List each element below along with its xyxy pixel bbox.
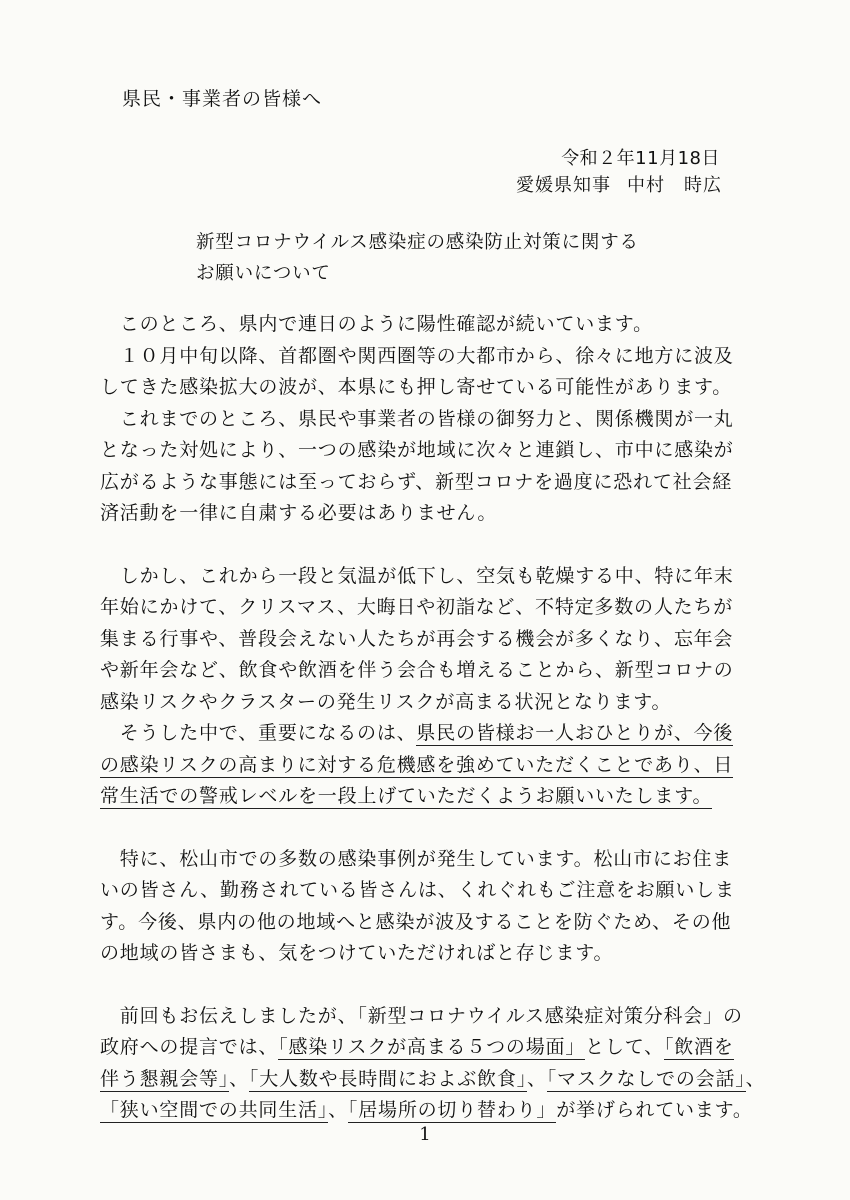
body-line: す。今後、県内の他の地域へと感染が波及することを防ぐため、その他 bbox=[100, 910, 732, 933]
body-line: 特に、松山市での多数の感染事例が発生しています。松山市にお住ま bbox=[100, 847, 733, 870]
letter-body bbox=[100, 309, 766, 1127]
body-line: １０月中旬以降、首都圏や関西圏等の大都市から、徐々に地方に波及 bbox=[100, 344, 734, 367]
body-line bbox=[100, 718, 760, 750]
body-line bbox=[100, 1095, 760, 1127]
body-line bbox=[100, 1001, 760, 1033]
body-line bbox=[100, 781, 760, 813]
letter-date: 令和２年11月18日 bbox=[561, 148, 720, 169]
body-line bbox=[100, 1032, 760, 1064]
underlined-segment: 「大人数や長時間におよぶ飲食」 bbox=[248, 1067, 527, 1090]
plain-segment: 、 bbox=[229, 1067, 249, 1090]
paragraph-gap bbox=[100, 530, 760, 561]
plain-segment: として、 bbox=[585, 1036, 664, 1058]
body-line: 感染リスクやクラスターの発生リスクが高まる状況となります。 bbox=[100, 690, 672, 713]
body-paragraph bbox=[100, 341, 760, 404]
letter-title bbox=[196, 227, 639, 289]
underlined-segment: 伴う懇親会等」 bbox=[100, 1067, 230, 1090]
underlined-segment: 「居場所の切り替わり」 bbox=[347, 1099, 557, 1121]
underlined-segment: 「狭い空間での共同生活」 bbox=[100, 1099, 329, 1121]
underlined-segment: 県民の皆様お一人おひとりが、今後 bbox=[416, 722, 734, 744]
salutation: 県民・事業者の皆様へ bbox=[122, 88, 323, 110]
body-line: しかし、これから一段と気温が低下し、空気も乾燥する中、特に年末 bbox=[100, 564, 734, 587]
body-line: 年始にかけて、クリスマス、大晦日や初詣など、不特定多数の人たちが bbox=[100, 596, 734, 618]
underlined-segment: の感染リスクの高まりに対する危機感を強めていただくことであり、日 bbox=[100, 753, 734, 776]
body-line: となった対処により、一つの感染が地域に次々と連鎖し、市中に感染が bbox=[100, 439, 734, 461]
plain-segment: が挙げられています。 bbox=[556, 1099, 753, 1121]
paragraph-gap bbox=[100, 813, 760, 844]
title-line: 新型コロナウイルス感染症の感染防止対策に関する bbox=[196, 232, 639, 253]
page-number: 1 bbox=[419, 1124, 431, 1145]
underlined-segment: 「飲酒を bbox=[663, 1036, 734, 1058]
body-line: いの皆さん、勤務されている皆さんは、くれぐれもご注意をお願いしま bbox=[100, 879, 735, 901]
plain-segment: 、 bbox=[328, 1099, 348, 1121]
body-paragraph bbox=[100, 718, 760, 813]
body-paragraph bbox=[100, 309, 760, 341]
body-paragraph bbox=[100, 561, 760, 719]
sender-title: 愛媛県知事 bbox=[516, 175, 611, 196]
underlined-segment: 常生活での警戒レベルを一段上げていただくようお願いいたします。 bbox=[100, 785, 713, 807]
body-line: や新年会など、飲食や飲酒を伴う会合も増えることから、新型コロナの bbox=[100, 659, 734, 681]
plain-segment: そうした中で、重要になるのは、 bbox=[100, 722, 417, 744]
plain-segment: 、 bbox=[745, 1067, 766, 1090]
body-line: 済活動を一律に自粛する必要はありません。 bbox=[100, 502, 498, 524]
body-line bbox=[100, 1064, 766, 1096]
paragraph-gap bbox=[100, 970, 760, 1001]
body-line: このところ、県内で連日のように陽性確認が続いています。 bbox=[100, 313, 653, 335]
body-line: の地域の皆さまも、気をつけていただければと存じます。 bbox=[100, 942, 614, 964]
body-paragraph bbox=[100, 1001, 766, 1127]
underlined-segment: 「マスクなしでの会話」 bbox=[546, 1067, 746, 1090]
plain-segment: 前回もお伝えしましたが、「新型コロナウイルス感染症対策分科会」の bbox=[100, 1004, 743, 1027]
plain-segment: 政府への提言では、 bbox=[100, 1036, 279, 1058]
body-line bbox=[100, 750, 760, 782]
body-line: 広がるような事態には至っておらず、新型コロナを過度に恐れて社会経 bbox=[100, 470, 733, 493]
sender-name: 中村 時広 bbox=[627, 175, 722, 196]
body-paragraph bbox=[100, 404, 760, 530]
sender-block bbox=[516, 171, 722, 197]
title-line: お願いについて bbox=[196, 263, 331, 284]
underlined-segment: 「感染リスクが高まる５つの場面」 bbox=[278, 1036, 586, 1058]
body-line: してきた感染拡大の波が、本県にも押し寄せている可能性があります。 bbox=[100, 376, 733, 398]
plain-segment: 、 bbox=[526, 1067, 547, 1090]
body-line: これまでのところ、県民や事業者の皆様の御努力と、関係機関が一丸 bbox=[100, 407, 734, 430]
body-line: 集まる行事や、普段会えない人たちが再会する機会が多くなり、忘年会 bbox=[100, 627, 734, 650]
body-paragraph bbox=[100, 844, 760, 970]
